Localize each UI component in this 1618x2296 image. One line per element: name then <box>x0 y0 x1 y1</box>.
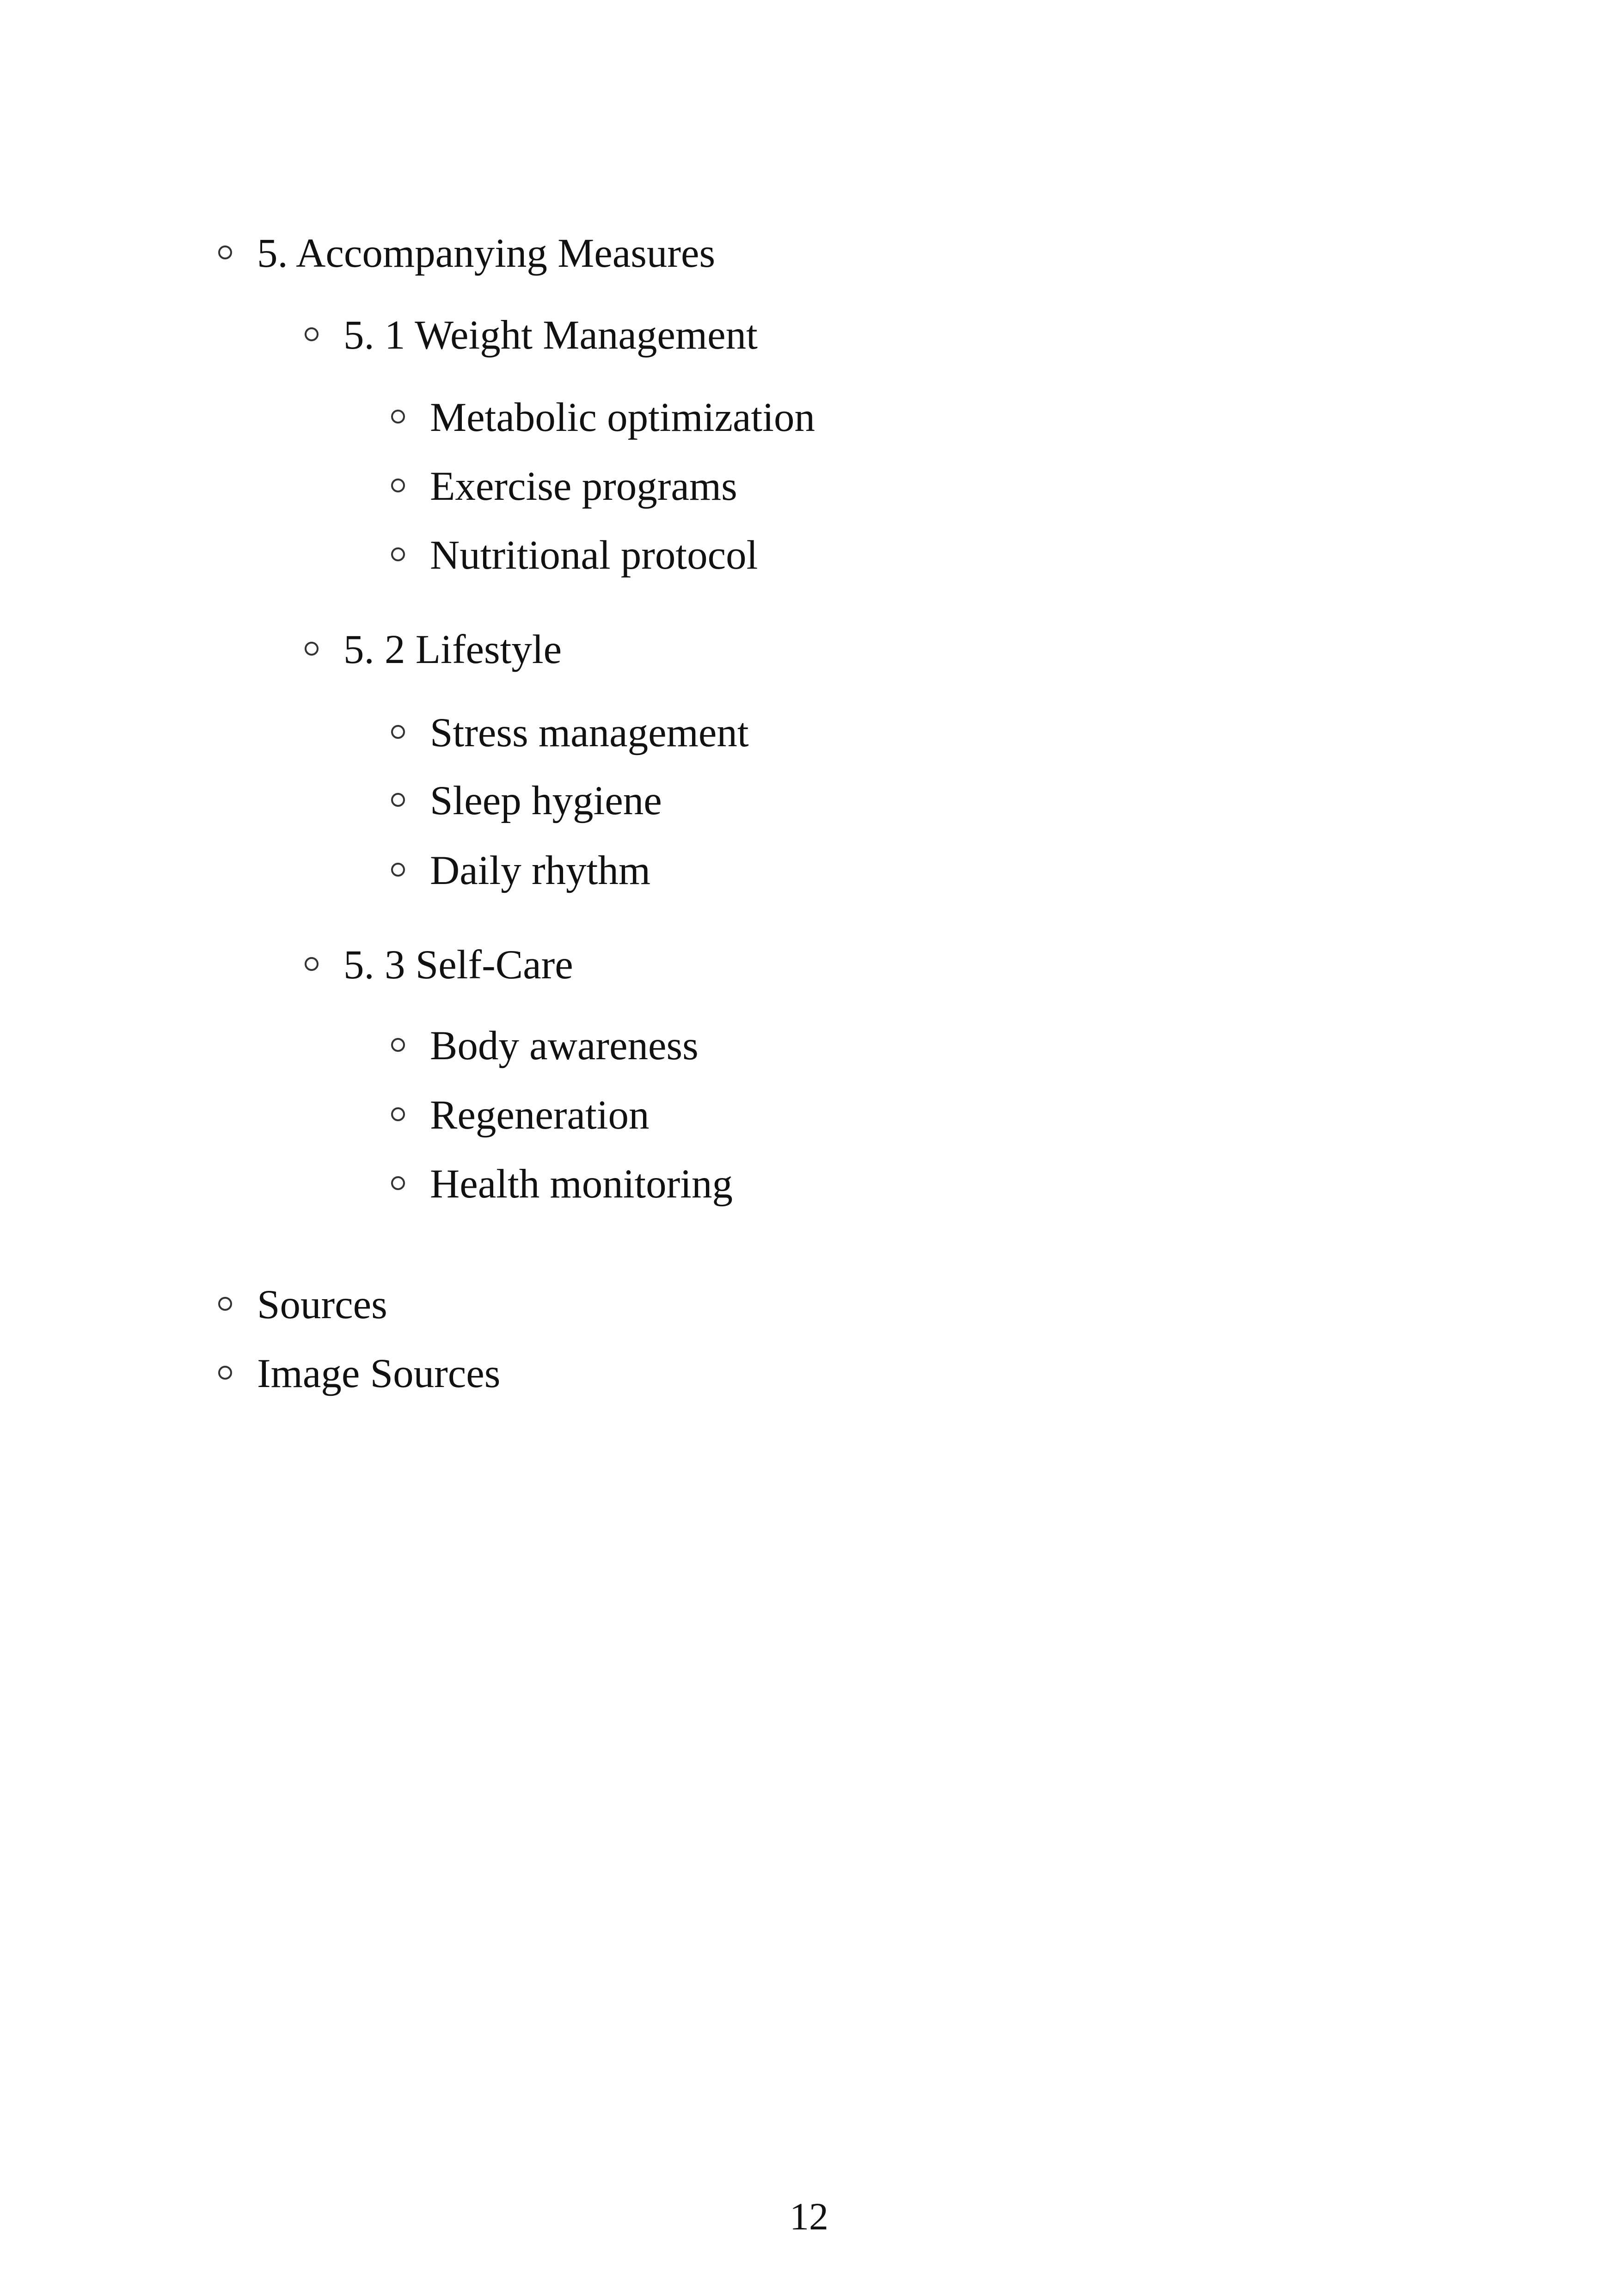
circle-bullet-icon <box>305 957 319 971</box>
toc-entry-label: Health monitoring <box>430 1161 733 1207</box>
toc-entry-label: Image Sources <box>257 1351 501 1396</box>
toc-entry-label: 5. 2 Lifestyle <box>343 627 562 672</box>
toc-entry-label: Metabolic optimization <box>430 395 815 440</box>
circle-bullet-icon <box>391 725 405 739</box>
toc-entry-label: Daily rhythm <box>430 848 651 893</box>
circle-bullet-icon <box>391 410 405 424</box>
circle-bullet-icon <box>218 1366 232 1380</box>
toc-entry-label: Sleep hygiene <box>430 778 662 823</box>
toc-entry-label: 5. 1 Weight Management <box>343 313 758 358</box>
circle-bullet-icon <box>305 642 319 656</box>
toc-entry-label: Exercise programs <box>430 464 737 509</box>
circle-bullet-icon <box>391 479 405 492</box>
toc-entry-label: 5. 3 Self-Care <box>343 942 573 988</box>
toc-entry-label: Body awareness <box>430 1023 699 1068</box>
toc-entry-label: Regeneration <box>430 1093 650 1138</box>
circle-bullet-icon <box>218 246 232 259</box>
circle-bullet-icon <box>391 1038 405 1052</box>
circle-bullet-icon <box>391 1107 405 1121</box>
circle-bullet-icon <box>391 863 405 877</box>
circle-bullet-icon <box>391 1176 405 1190</box>
circle-bullet-icon <box>218 1297 232 1311</box>
toc-entry-label: Stress management <box>430 710 749 755</box>
toc-entry-label: Nutritional protocol <box>430 533 758 578</box>
circle-bullet-icon <box>391 793 405 807</box>
circle-bullet-icon <box>391 547 405 561</box>
toc-entry-label: 5. Accompanying Measures <box>257 231 716 276</box>
toc-entry-label: Sources <box>257 1282 387 1327</box>
page-number: 12 <box>790 2195 828 2238</box>
circle-bullet-icon <box>305 327 319 341</box>
